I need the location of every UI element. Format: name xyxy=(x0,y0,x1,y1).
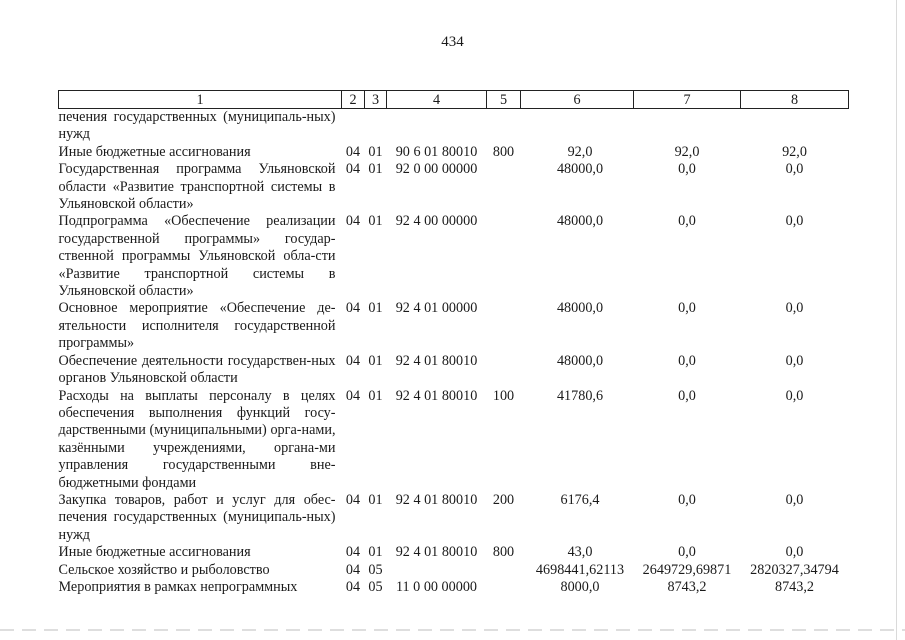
row-section: 04 xyxy=(345,161,361,178)
row-expense-type xyxy=(487,161,521,213)
table-row xyxy=(59,562,849,579)
row-amount-col7: 8743,2 xyxy=(667,578,707,595)
header-cell-7: 7 xyxy=(634,91,741,109)
row-amount-col6: 8000,0 xyxy=(560,578,600,595)
page-edge-line xyxy=(896,0,897,640)
table-row xyxy=(59,109,849,144)
table-row xyxy=(59,300,849,352)
row-name: Расходы на выплаты персоналу в целях обеспечения выполнения функций госу-дарственными (муниципальными) орга-нами, казёнными учреждениями, органа-ми управления государственными вне-бюджетными фондами xyxy=(58,387,336,491)
row-section: 04 xyxy=(345,561,361,578)
row-section: 04 xyxy=(345,387,361,404)
header-cell-6: 6 xyxy=(521,91,634,109)
row-target-code: 92 4 01 80010 xyxy=(395,544,478,561)
row-target-code: 92 4 01 00000 xyxy=(395,300,478,317)
row-name: Иные бюджетные ассигнования xyxy=(58,143,251,160)
row-subsection: 01 xyxy=(368,491,383,508)
row-expense-type xyxy=(487,300,521,352)
row-subsection: 01 xyxy=(368,352,383,369)
row-subsection: 01 xyxy=(368,300,383,317)
row-amount-col7: 0,0 xyxy=(678,352,696,369)
row-name: Подпрограмма «Обеспечение реализации государственной программы» государ-ственной программы Ульяновской обла-сти «Развитие транспортной системы в Ульяновской области» xyxy=(58,213,336,300)
row-target-code: 92 0 00 00000 xyxy=(395,161,478,178)
row-section: 04 xyxy=(345,300,361,317)
row-name: Закупка товаров, работ и услуг для обес-печения государственных (муниципаль-ных) нужд xyxy=(58,491,336,543)
row-target-code xyxy=(387,562,487,579)
row-name: Основное мероприятие «Обеспечение де-ятельности исполнителя государственной программы» xyxy=(58,300,336,352)
table-row xyxy=(59,579,849,596)
row-amount-col7: 0,0 xyxy=(678,213,696,230)
row-amount-col7: 0,0 xyxy=(678,387,696,404)
row-section: 04 xyxy=(345,578,361,595)
row-amount-col6: 48000,0 xyxy=(556,352,604,369)
row-section: 04 xyxy=(345,213,361,230)
row-amount-col6: 48000,0 xyxy=(556,161,604,178)
row-subsection: 01 xyxy=(368,544,383,561)
row-name: Сельское хозяйство и рыболовство xyxy=(58,561,270,578)
row-amount-col8: 92,0 xyxy=(782,143,807,160)
row-amount-col7: 2649729,69871 xyxy=(642,561,732,578)
row-name: Государственная программа Ульяновской области «Развитие транспортной системы в Ульяновской области» xyxy=(58,161,336,213)
header-cell-3: 3 xyxy=(365,91,387,109)
row-amount-col7: 0,0 xyxy=(678,300,696,317)
row-section: 04 xyxy=(345,352,361,369)
row-amount-col8: 0,0 xyxy=(785,544,804,561)
row-subsection xyxy=(365,109,387,144)
row-amount-col6: 48000,0 xyxy=(556,213,604,230)
row-amount-col6 xyxy=(521,109,634,144)
row-amount-col8: 0,0 xyxy=(785,300,804,317)
budget-table xyxy=(58,90,849,596)
row-amount-col8: 8743,2 xyxy=(774,578,814,595)
row-target-code: 11 0 00 00000 xyxy=(395,578,478,595)
row-name: Обеспечение деятельности государствен-ных органов Ульяновской области xyxy=(58,352,336,387)
row-expense-type xyxy=(487,579,521,596)
header-cell-4: 4 xyxy=(387,91,487,109)
row-target-code: 90 6 01 80010 xyxy=(395,143,478,160)
table-row xyxy=(59,161,849,213)
table-row xyxy=(59,544,849,561)
row-section xyxy=(342,109,365,144)
table-row xyxy=(59,388,849,492)
row-amount-col7: 0,0 xyxy=(678,544,696,561)
row-amount-col8: 0,0 xyxy=(785,491,804,508)
row-amount-col7: 0,0 xyxy=(678,491,696,508)
row-amount-col7: 0,0 xyxy=(678,161,696,178)
table-row xyxy=(59,144,849,161)
row-subsection: 01 xyxy=(368,213,383,230)
row-name: Иные бюджетные ассигнования xyxy=(58,544,251,561)
row-target-code: 92 4 01 80010 xyxy=(395,352,478,369)
row-amount-col6: 6176,4 xyxy=(560,491,600,508)
header-cell-8: 8 xyxy=(741,91,849,109)
row-amount-col6: 43,0 xyxy=(567,544,593,561)
row-amount-col6: 4698441,62113 xyxy=(535,561,625,578)
row-subsection: 01 xyxy=(368,143,383,160)
header-cell-1: 1 xyxy=(59,91,342,109)
row-expense-type xyxy=(487,562,521,579)
row-section: 04 xyxy=(345,544,361,561)
table-row xyxy=(59,492,849,544)
header-row xyxy=(59,91,849,109)
row-amount-col8 xyxy=(741,109,849,144)
scan-edge-artifact xyxy=(0,629,905,631)
row-subsection: 05 xyxy=(368,578,383,595)
row-amount-col8: 0,0 xyxy=(785,387,804,404)
row-amount-col8: 2820327,34794 xyxy=(750,561,839,578)
row-target-code: 92 4 00 00000 xyxy=(395,213,478,230)
row-amount-col7: 92,0 xyxy=(674,143,700,160)
budget-table-container xyxy=(58,90,848,596)
row-section: 04 xyxy=(345,143,361,160)
table-body xyxy=(59,109,849,597)
row-expense-type xyxy=(487,213,521,300)
row-expense-type: 100 xyxy=(492,387,515,404)
row-name: Мероприятия в рамках непрограммных xyxy=(58,578,298,595)
row-target-code xyxy=(387,109,487,144)
row-expense-type xyxy=(487,109,521,144)
row-name: печения государственных (муниципаль-ных) нужд xyxy=(58,109,336,143)
row-amount-col6: 48000,0 xyxy=(556,300,604,317)
row-amount-col6: 92,0 xyxy=(567,143,593,160)
row-section: 04 xyxy=(345,491,361,508)
row-subsection: 01 xyxy=(368,387,383,404)
row-amount-col8: 0,0 xyxy=(785,161,804,178)
table-row xyxy=(59,213,849,300)
row-expense-type: 800 xyxy=(492,143,515,160)
row-expense-type: 200 xyxy=(492,491,515,508)
page-number: 434 xyxy=(441,34,464,50)
row-amount-col8: 0,0 xyxy=(785,352,804,369)
row-target-code: 92 4 01 80010 xyxy=(395,491,478,508)
table-header xyxy=(59,91,849,109)
row-target-code: 92 4 01 80010 xyxy=(395,387,478,404)
row-amount-col6: 41780,6 xyxy=(556,387,604,404)
header-cell-2: 2 xyxy=(342,91,365,109)
header-cell-5: 5 xyxy=(487,91,521,109)
row-subsection: 05 xyxy=(368,561,383,578)
row-expense-type: 800 xyxy=(492,544,515,561)
table-row xyxy=(59,353,849,388)
row-expense-type xyxy=(487,353,521,388)
row-subsection: 01 xyxy=(368,161,383,178)
row-amount-col7 xyxy=(634,109,741,144)
row-amount-col8: 0,0 xyxy=(785,213,804,230)
